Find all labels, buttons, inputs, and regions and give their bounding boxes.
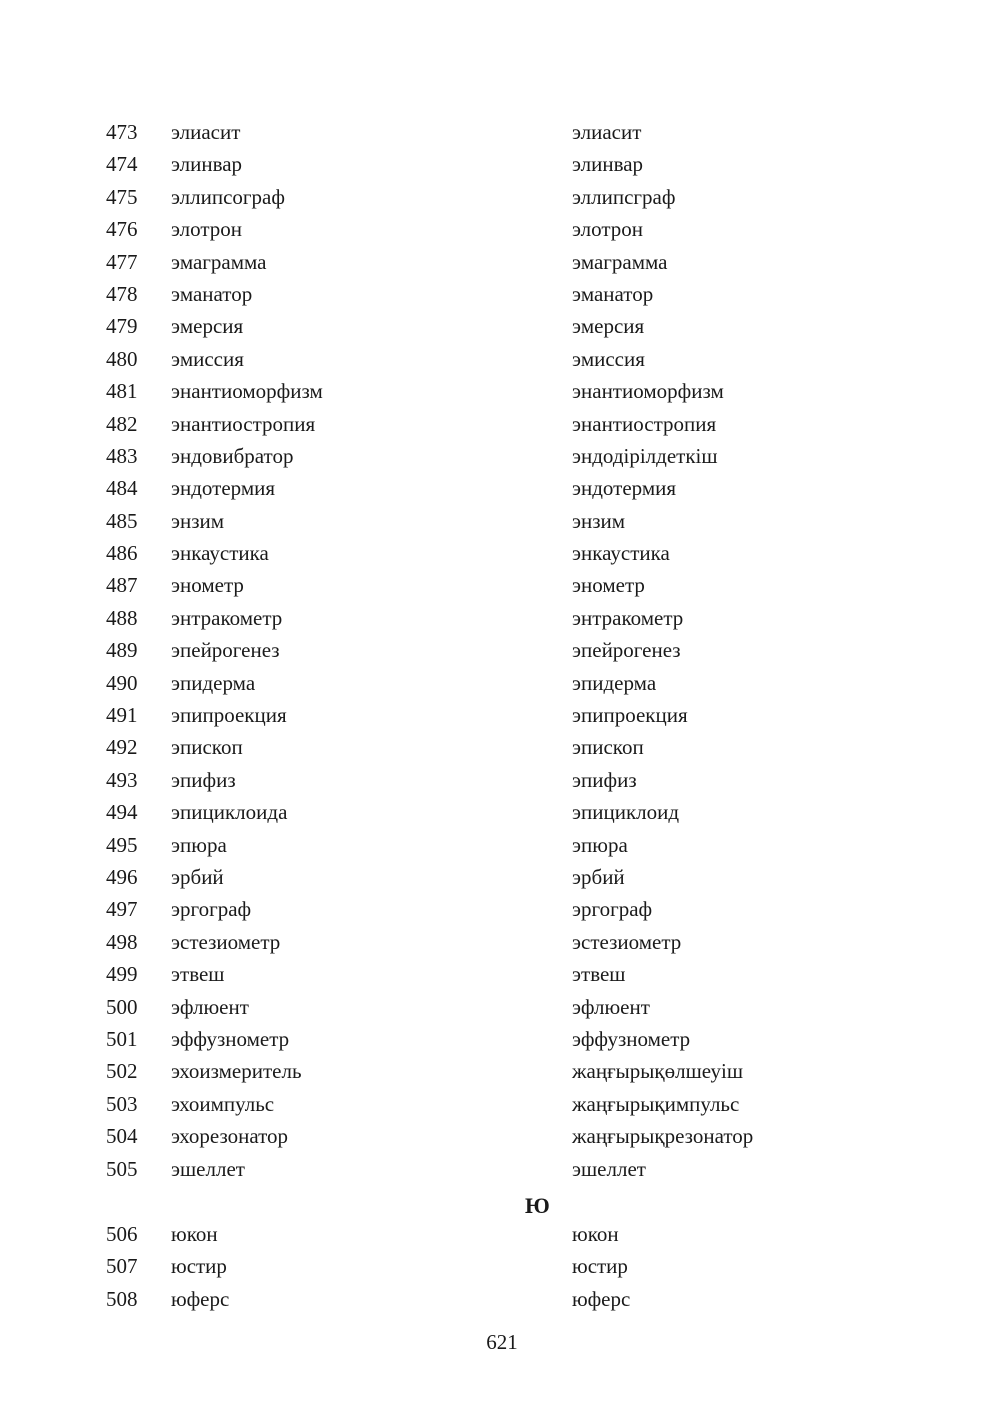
term-russian: эпипроекция [171,703,287,728]
term-russian: эпидерма [171,670,256,695]
entry-row [0,602,1004,634]
entry-row [0,181,1004,213]
entry-number: 501 [106,1026,138,1051]
entry-row [0,310,1004,342]
term-kazakh: энтракометр [572,605,684,630]
term-russian: эманатор [171,281,253,306]
entry-row [0,634,1004,666]
term-russian: элотрон [171,217,243,242]
term-kazakh: эфлюент [572,994,650,1019]
term-kazakh: юферс [572,1286,631,1311]
entry-row [0,861,1004,893]
entry-row [0,1088,1004,1120]
entry-row [0,667,1004,699]
entry-row [0,958,1004,990]
entry-list [0,116,1004,1315]
term-russian: эллипсограф [171,184,285,209]
term-russian: эмерсия [171,314,244,339]
term-kazakh: эффузнометр [572,1026,691,1051]
entry-number: 490 [106,670,138,695]
entry-row [0,116,1004,148]
term-kazakh: эллипсграф [572,184,676,209]
term-russian: эфлюент [171,994,249,1019]
term-kazakh: эпифиз [572,767,637,792]
term-kazakh: эргограф [572,897,653,922]
term-kazakh: эпициклоид [572,800,680,825]
term-russian: эндовибратор [171,443,294,468]
entry-row [0,375,1004,407]
entry-row [0,440,1004,472]
term-russian: эффузнометр [171,1026,290,1051]
term-kazakh: эстезиометр [572,929,682,954]
page-number: 621 [486,1330,518,1354]
entry-number: 503 [106,1091,138,1116]
term-kazakh: эманатор [572,281,654,306]
term-kazakh: эрбий [572,864,625,889]
term-kazakh: эндотермия [572,476,677,501]
entry-number: 484 [106,476,138,501]
entry-row [0,1250,1004,1282]
term-kazakh: элинвар [572,152,644,177]
term-russian: эпископ [171,735,243,760]
term-russian: энзим [171,508,225,533]
term-kazakh: энометр [572,573,645,598]
entry-row [0,1120,1004,1152]
entry-number: 491 [106,703,138,728]
entry-row [0,278,1004,310]
entry-number: 477 [106,249,138,274]
entry-row [0,343,1004,375]
entry-row [0,893,1004,925]
entry-number: 497 [106,897,138,922]
entry-number: 495 [106,832,138,857]
entry-number: 492 [106,735,138,760]
entry-row [0,796,1004,828]
term-kazakh: эмиссия [572,346,645,371]
entry-number: 496 [106,864,138,889]
term-kazakh: элиасит [572,120,642,144]
term-kazakh: этвеш [572,962,626,987]
term-kazakh: эшеллет [572,1156,646,1181]
term-russian: эшеллет [171,1156,245,1181]
entry-number: 489 [106,638,138,663]
term-russian: эпициклоида [171,800,288,825]
entry-row [0,1283,1004,1315]
entry-row [0,1153,1004,1185]
entry-row [0,472,1004,504]
term-russian: эхорезонатор [171,1124,289,1149]
entry-number: 508 [106,1286,138,1311]
entry-number: 486 [106,541,138,566]
entry-row [0,1023,1004,1055]
term-russian: энантиостропия [171,411,316,436]
term-kazakh: эпископ [572,735,644,760]
term-russian: эндотермия [171,476,276,501]
term-russian: эстезиометр [171,929,281,954]
entry-number: 487 [106,573,138,598]
entries-section-yu [0,1218,1004,1315]
term-russian: эхоизмеритель [171,1059,302,1084]
term-russian: эргограф [171,897,252,922]
entry-number: 499 [106,962,138,987]
entry-row [0,408,1004,440]
term-russian: эмаграмма [171,249,267,274]
term-russian: элиасит [171,120,241,144]
term-kazakh: жаңғырықөлшеуіш [572,1059,744,1084]
entry-row [0,505,1004,537]
entry-row [0,731,1004,763]
entry-row [0,213,1004,245]
entry-row [0,829,1004,861]
term-kazakh: эпюра [572,832,628,857]
term-russian: элинвар [171,152,243,177]
term-russian: эхоимпульс [171,1091,275,1116]
term-kazakh: эндодірілдеткіш [572,443,718,468]
term-kazakh: жаңғырықимпульс [572,1091,740,1116]
term-kazakh: жаңғырықрезонатор [572,1124,754,1149]
entry-number: 494 [106,800,138,825]
term-kazakh: юстир [572,1254,628,1279]
entry-number: 482 [106,411,138,436]
entry-number: 485 [106,508,138,533]
entry-number: 506 [106,1221,138,1246]
term-russian: эпейрогенез [171,638,280,663]
entry-number: 488 [106,605,138,630]
term-kazakh: энкаустика [572,541,670,566]
term-russian: юферс [171,1286,230,1311]
entry-row [0,926,1004,958]
term-russian: эпюра [171,832,227,857]
term-kazakh: энзим [572,508,626,533]
entries-section-e [0,116,1004,1185]
entry-row [0,569,1004,601]
term-russian: юкон [171,1221,218,1246]
entry-number: 480 [106,346,138,371]
entry-number: 507 [106,1254,138,1279]
term-kazakh: эмаграмма [572,249,668,274]
entry-number: 474 [106,152,138,177]
entry-row [0,699,1004,731]
entry-row [0,537,1004,569]
term-russian: энкаустика [171,541,269,566]
entry-row [0,246,1004,278]
term-kazakh: энантиостропия [572,411,717,436]
entry-number: 493 [106,767,138,792]
entry-number: 500 [106,994,138,1019]
term-russian: энометр [171,573,244,598]
entry-row [0,1218,1004,1250]
term-russian: эпифиз [171,767,236,792]
entry-number: 504 [106,1124,138,1149]
term-russian: этвеш [171,962,225,987]
entry-number: 478 [106,281,138,306]
entry-number: 475 [106,184,138,209]
entry-number: 505 [106,1156,138,1181]
entry-number: 502 [106,1059,138,1084]
entry-number: 498 [106,929,138,954]
term-kazakh: эмерсия [572,314,645,339]
entry-row [0,148,1004,180]
entry-number: 476 [106,217,138,242]
term-russian: энантиоморфизм [171,379,323,404]
section-letter: Ю [525,1192,550,1218]
term-kazakh: юкон [572,1221,619,1246]
entry-row [0,991,1004,1023]
term-russian: энтракометр [171,605,283,630]
term-kazakh: элотрон [572,217,644,242]
term-kazakh: эпипроекция [572,703,688,728]
term-kazakh: энантиоморфизм [572,379,724,404]
entry-row [0,764,1004,796]
entry-number: 481 [106,379,138,404]
term-kazakh: эпидерма [572,670,657,695]
entry-number: 479 [106,314,138,339]
entry-number: 483 [106,443,138,468]
term-russian: эмиссия [171,346,244,371]
term-kazakh: эпейрогенез [572,638,681,663]
entry-row [0,1055,1004,1087]
term-russian: юстир [171,1254,227,1279]
section-letter-heading [0,1185,1004,1218]
term-russian: эрбий [171,864,224,889]
entry-number: 473 [106,120,138,144]
